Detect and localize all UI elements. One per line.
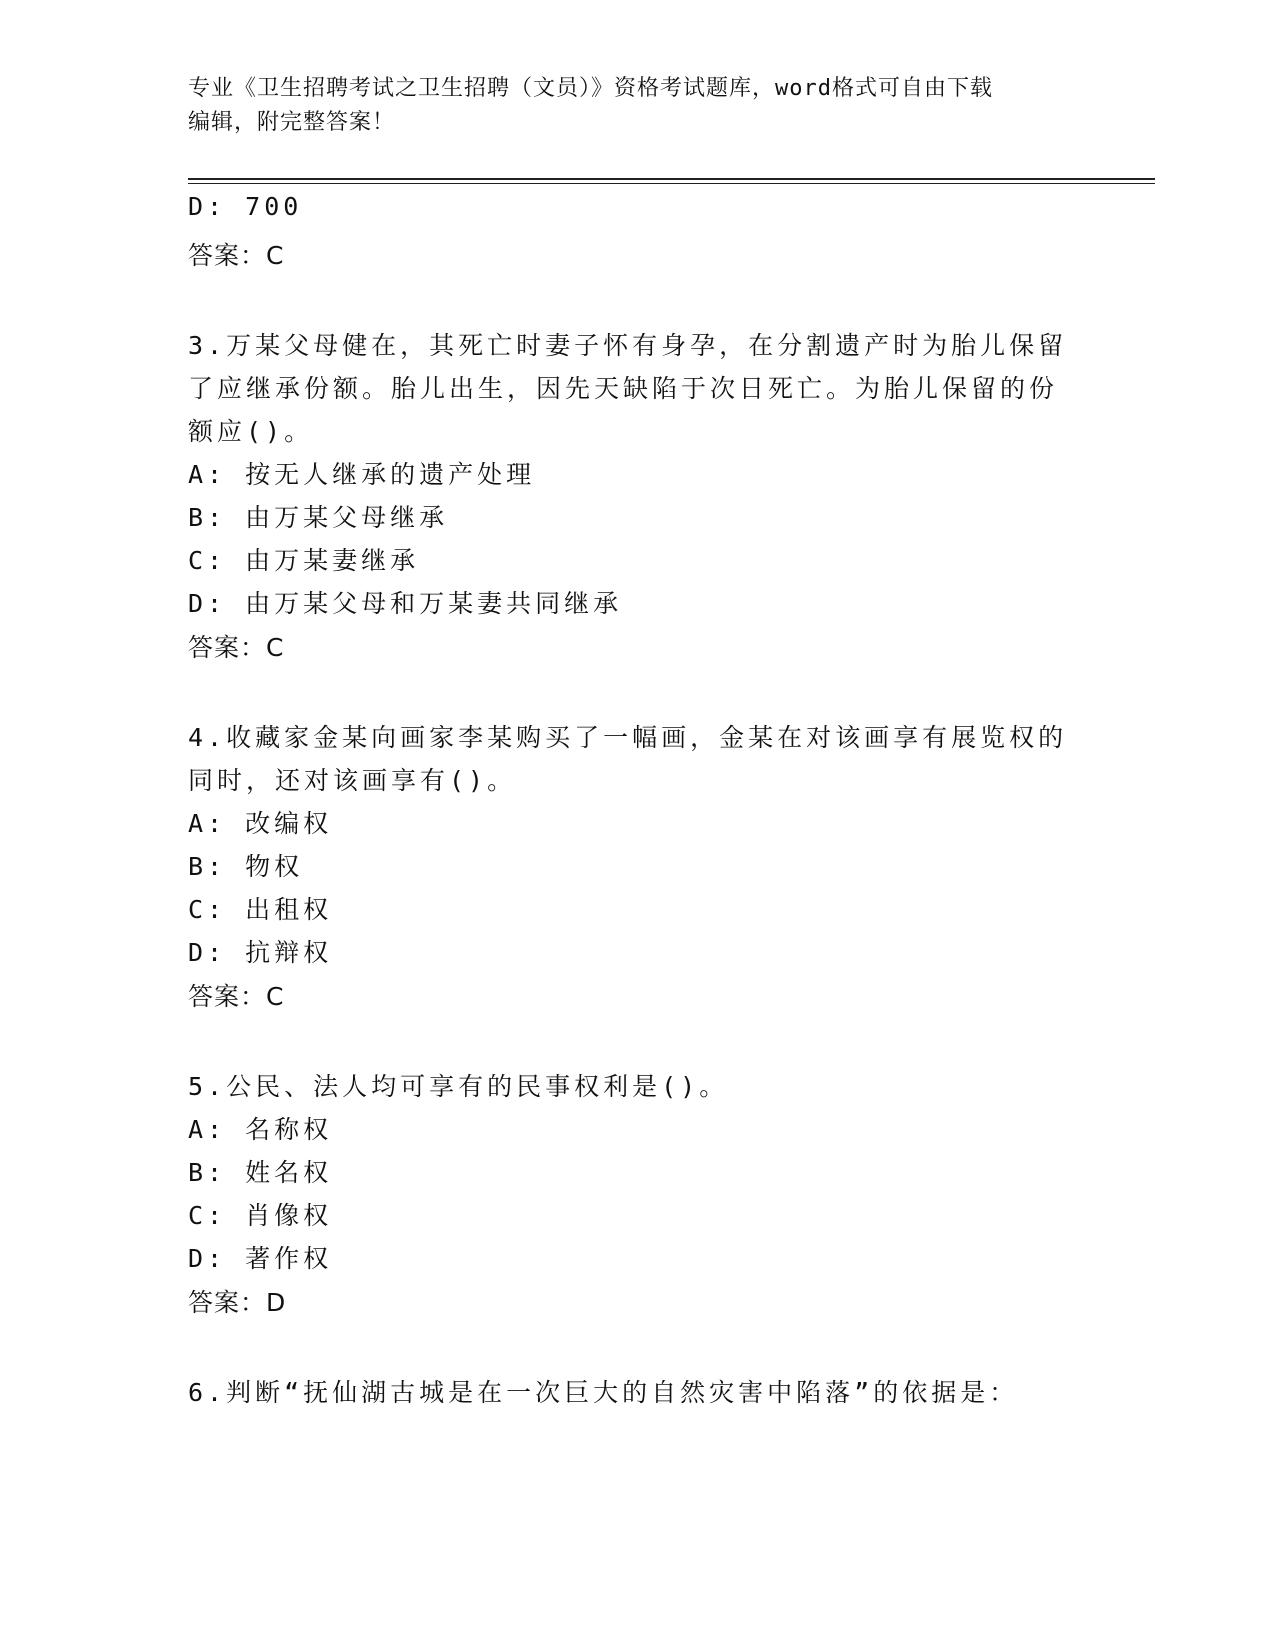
option-d: D: 700: [188, 192, 303, 221]
question-3-line-1: 3.万某父母健在，其死亡时妻子怀有身孕，在分割遗产时为胎儿保留: [188, 331, 1068, 360]
question-4-option-a: A: 改编权: [188, 809, 333, 838]
header-line-1: 专业《卫生招聘考试之卫生招聘（文员）》资格考试题库，word格式可自由下载: [188, 76, 993, 101]
question-3-option-a: A: 按无人继承的遗产处理: [188, 460, 536, 489]
header-divider: [188, 178, 1155, 184]
question-4-option-c: C: 出租权: [188, 895, 333, 924]
question-5-answer: 答案：D: [188, 1288, 287, 1317]
question-5-line-1: 5.公民、法人均可享有的民事权利是()。: [188, 1072, 729, 1101]
question-5-option-b: B: 姓名权: [188, 1158, 333, 1187]
question-4-option-d: D: 抗辩权: [188, 938, 333, 967]
document-header: [188, 72, 1088, 140]
question-4-line-2: 同时，还对该画享有()。: [188, 766, 517, 795]
header-line-2: 编辑，附完整答案！: [188, 110, 396, 135]
question-5-option-a: A: 名称权: [188, 1115, 333, 1144]
answer: 答案：C: [188, 241, 285, 270]
question-3-option-c: C: 由万某妻继承: [188, 546, 420, 575]
question-6-line-1: 6.判断“抚仙湖古城是在一次巨大的自然灾害中陷落”的依据是：: [188, 1378, 1019, 1407]
question-3-answer: 答案：C: [188, 633, 285, 662]
question-4-line-1: 4.收藏家金某向画家李某购买了一幅画，金某在对该画享有展览权的: [188, 723, 1068, 752]
question-3-line-2: 了应继承份额。胎儿出生，因先天缺陷于次日死亡。为胎儿保留的份: [188, 374, 1059, 403]
question-5-option-d: D: 著作权: [188, 1244, 333, 1273]
question-4-answer: 答案：C: [188, 982, 285, 1011]
question-3-option-b: B: 由万某父母继承: [188, 503, 449, 532]
question-3-option-d: D: 由万某父母和万某妻共同继承: [188, 589, 623, 618]
question-5-option-c: C: 肖像权: [188, 1201, 333, 1230]
question-4-option-b: B: 物权: [188, 852, 304, 881]
question-3-line-3: 额应()。: [188, 417, 314, 446]
